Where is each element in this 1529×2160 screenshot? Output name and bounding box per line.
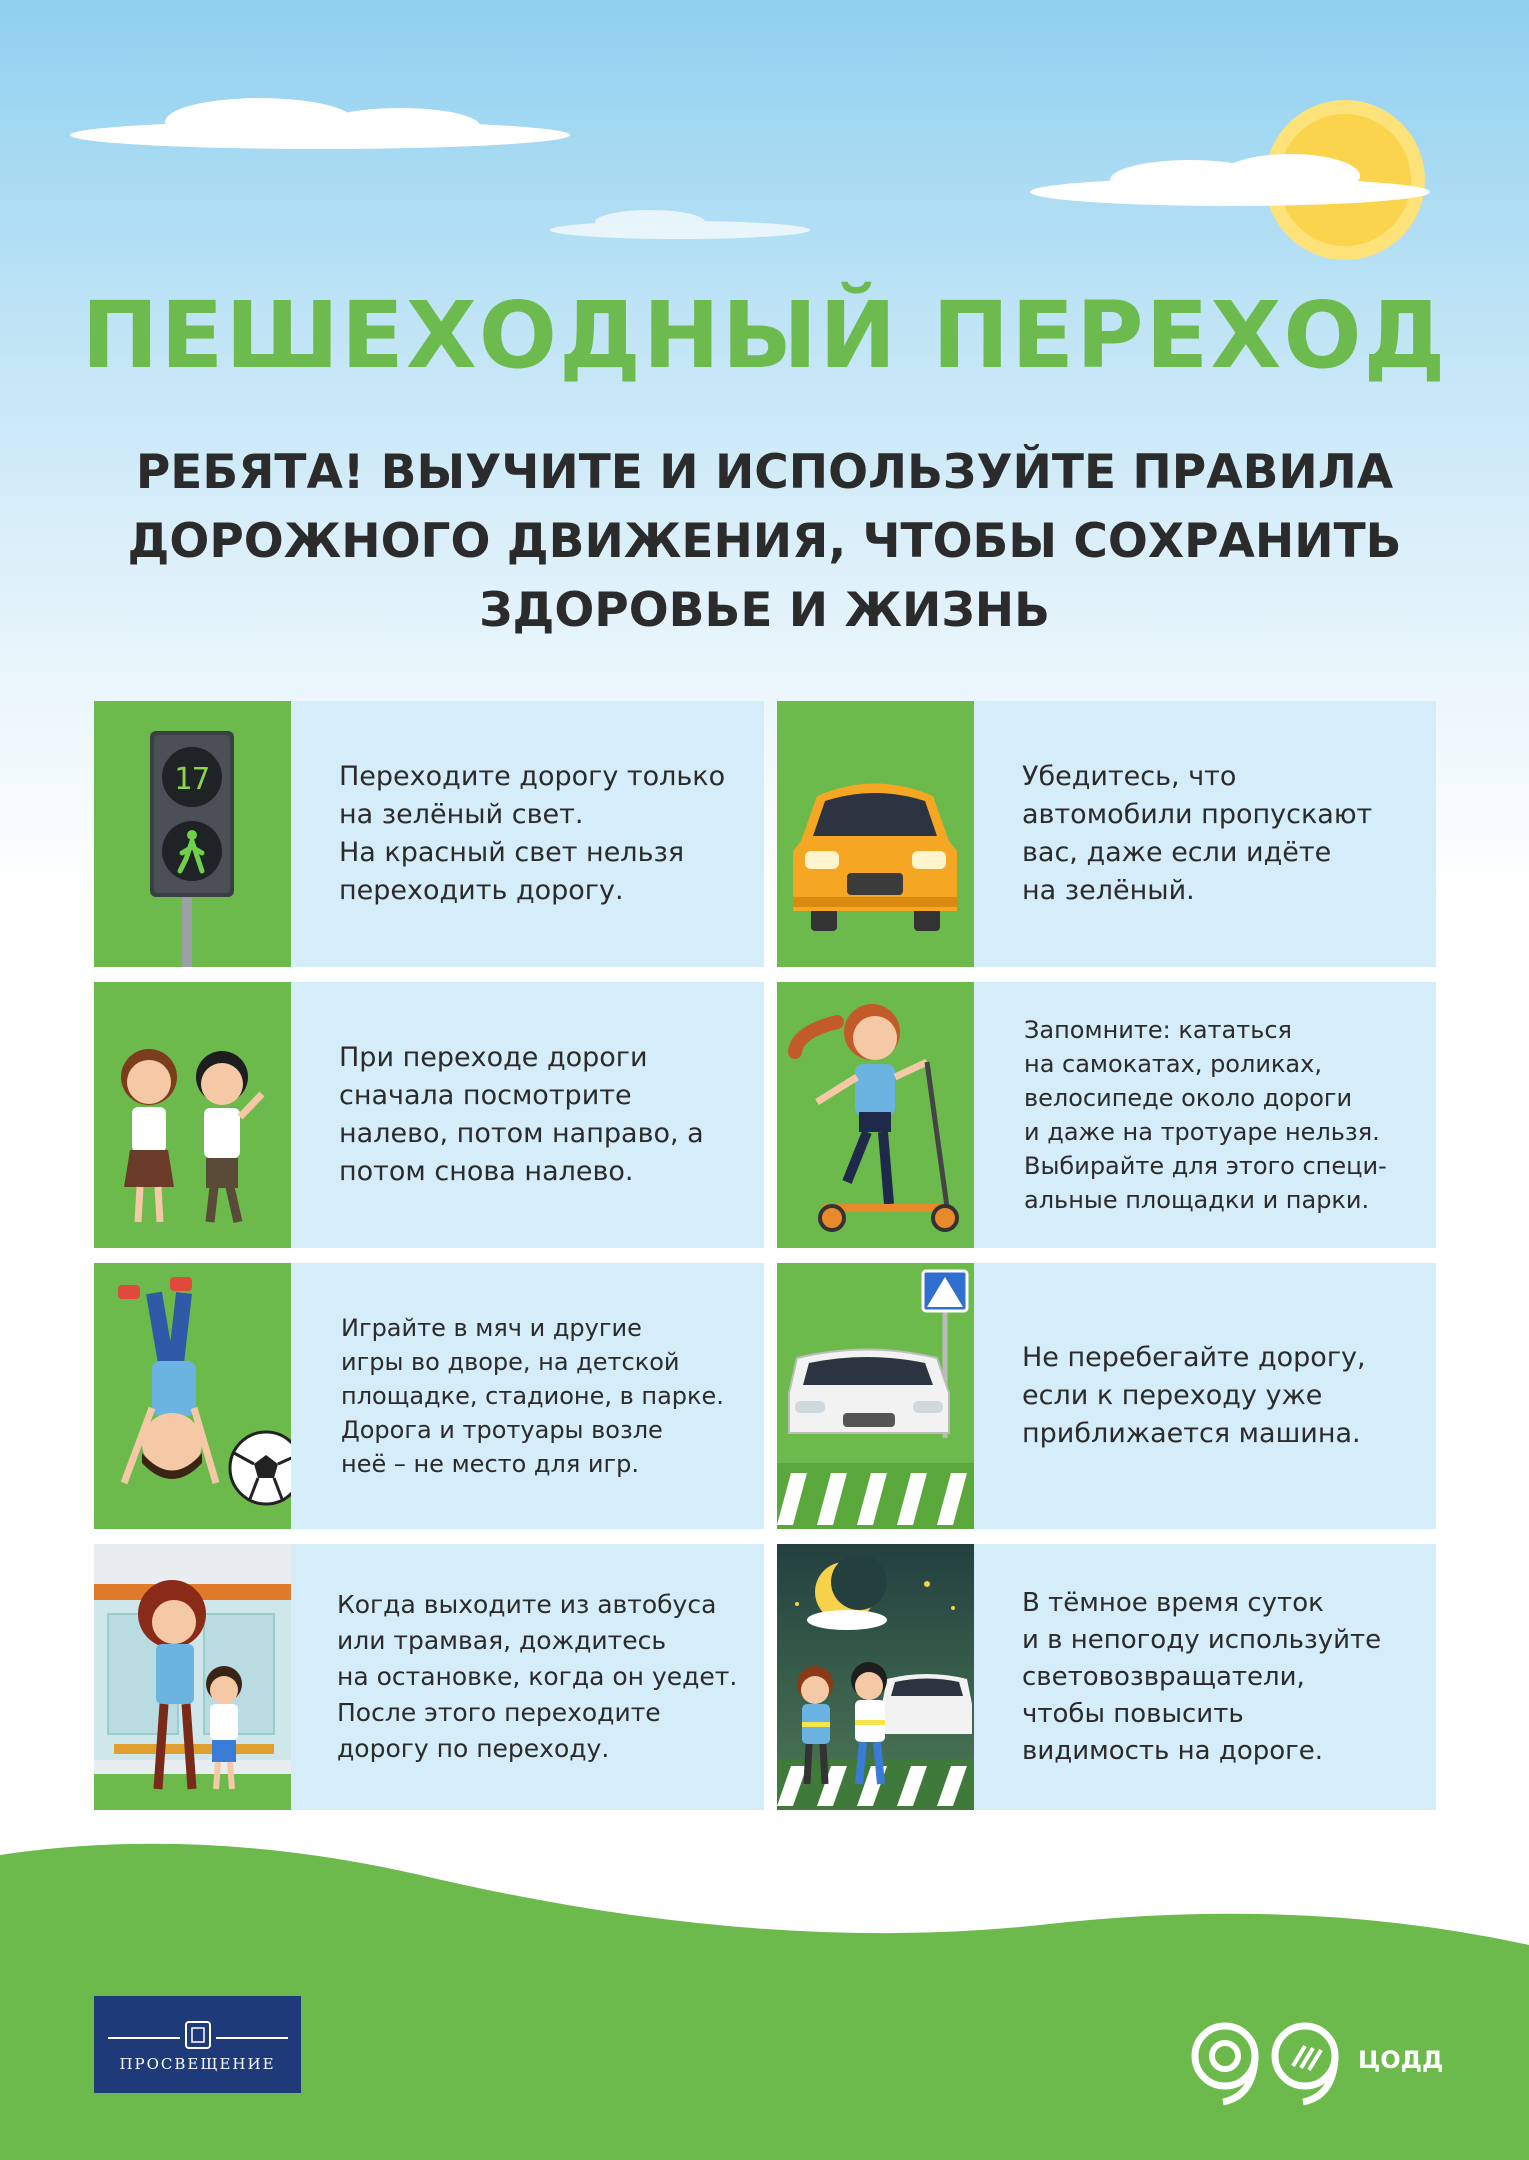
rule-text-line: или трамвая, дождитесь bbox=[337, 1626, 667, 1655]
rule-illustration bbox=[94, 982, 291, 1248]
rule-illustration bbox=[777, 701, 974, 967]
rule-text-line: Играйте в мяч и другие bbox=[341, 1314, 642, 1342]
rule-text bbox=[974, 1544, 1436, 1810]
rule-text-line: альные площадки и парки. bbox=[1024, 1186, 1370, 1214]
rule-card bbox=[94, 982, 764, 1248]
rule-illustration bbox=[94, 1263, 291, 1529]
rule-illustration bbox=[777, 1263, 974, 1529]
rule-card bbox=[94, 701, 764, 967]
tsodd-logo-text: ЦОДД bbox=[1358, 2046, 1444, 2074]
tsodd-logo bbox=[1183, 2018, 1443, 2108]
rule-text bbox=[291, 1263, 764, 1529]
rule-text bbox=[974, 701, 1436, 967]
rule-card bbox=[777, 1263, 1436, 1529]
rule-text-line: На красный свет нельзя bbox=[339, 837, 685, 868]
rule-text-line: Когда выходите из автобуса bbox=[337, 1590, 717, 1619]
subtitle-line: ЗДОРОВЬЕ И ЖИЗНЬ bbox=[479, 583, 1050, 638]
rule-text-line: Переходите дорогу только bbox=[339, 761, 726, 792]
rule-text-line: и в непогоду используйте bbox=[1022, 1624, 1382, 1655]
rule-text bbox=[291, 982, 764, 1248]
rule-text bbox=[974, 1263, 1436, 1529]
rules-grid bbox=[94, 701, 1436, 1810]
rule-text-line: если к переходу уже bbox=[1022, 1380, 1323, 1411]
rule-text-line: налево, потом направо, а bbox=[339, 1118, 704, 1149]
rule-text-line: Убедитесь, что bbox=[1022, 761, 1237, 792]
rule-text-line: Запомните: кататься bbox=[1024, 1016, 1292, 1044]
cloud-icon bbox=[550, 210, 810, 239]
rule-text-line: велосипеде около дороги bbox=[1024, 1084, 1353, 1112]
car-icon bbox=[777, 701, 974, 967]
subtitle-line: РЕБЯТА! ВЫУЧИТЕ И ИСПОЛЬЗУЙТЕ ПРАВИЛА bbox=[135, 445, 1394, 500]
rule-card bbox=[94, 1544, 764, 1810]
rule-text-line: на самокатах, роликах, bbox=[1024, 1050, 1322, 1078]
rule-text-line: видимость на дороге. bbox=[1022, 1735, 1324, 1766]
rule-text-line: неё – не место для игр. bbox=[341, 1450, 639, 1478]
rule-text-line: автомобили пропускают bbox=[1022, 799, 1373, 830]
subtitle-line: ДОРОЖНОГО ДВИЖЕНИЯ, ЧТОБЫ СОХРАНИТЬ bbox=[127, 514, 1402, 569]
rule-card bbox=[777, 982, 1436, 1248]
rule-text-line: При переходе дороги bbox=[339, 1042, 648, 1073]
girl-on-scooter-icon bbox=[777, 982, 974, 1248]
night-crossing-icon bbox=[777, 1544, 974, 1810]
rule-text-line: приближается машина. bbox=[1022, 1418, 1361, 1449]
rule-text-line: После этого переходите bbox=[337, 1698, 661, 1727]
page-title: ПЕШЕХОДНЫЙ ПЕРЕХОД bbox=[81, 282, 1448, 389]
children-walking-icon bbox=[94, 982, 291, 1248]
publisher-logo-text: ПРОСВЕЩЕНИЕ bbox=[119, 2055, 276, 2073]
publisher-logo bbox=[94, 1996, 301, 2093]
rule-illustration bbox=[94, 701, 291, 967]
rule-text-line: Не перебегайте дорогу, bbox=[1022, 1342, 1366, 1373]
rule-text-line: на зелёный свет. bbox=[339, 799, 584, 830]
countdown-display: 17 bbox=[173, 762, 211, 797]
rule-text-line: и даже на тротуаре нельзя. bbox=[1024, 1118, 1380, 1146]
rule-illustration bbox=[777, 1544, 974, 1810]
rule-text-line: переходить дорогу. bbox=[339, 875, 624, 906]
rule-text-line: на остановке, когда он уедет. bbox=[337, 1662, 738, 1691]
rule-illustration bbox=[777, 982, 974, 1248]
page-subtitle bbox=[100, 438, 1429, 645]
rule-illustration bbox=[94, 1544, 291, 1810]
cloud-icon bbox=[70, 98, 570, 149]
bus-stop-icon bbox=[94, 1544, 291, 1810]
rule-text-line: игры во дворе, на детской bbox=[341, 1348, 680, 1376]
rule-text-line: потом снова налево. bbox=[339, 1156, 634, 1187]
rule-text-line: дорогу по переходу. bbox=[337, 1734, 610, 1763]
rule-text-line: площадке, стадионе, в парке. bbox=[341, 1382, 724, 1410]
rule-text-line: световозвращатели, bbox=[1022, 1661, 1305, 1692]
rule-text-line: В тёмное время суток bbox=[1022, 1587, 1324, 1618]
rule-text-line: чтобы повысить bbox=[1022, 1698, 1244, 1729]
rule-text-line: Дорога и тротуары возле bbox=[341, 1416, 663, 1444]
rule-text-line: Выбирайте для этого специ- bbox=[1024, 1152, 1387, 1180]
rule-text bbox=[291, 1544, 764, 1810]
rule-text bbox=[291, 701, 764, 967]
rule-text bbox=[974, 982, 1436, 1248]
car-at-crosswalk-icon bbox=[777, 1263, 974, 1529]
rule-text-line: на зелёный. bbox=[1022, 875, 1195, 906]
boy-with-ball-icon bbox=[94, 1263, 291, 1529]
rule-text-line: сначала посмотрите bbox=[339, 1080, 632, 1111]
traffic-light-icon bbox=[94, 701, 291, 967]
rule-card bbox=[777, 1544, 1436, 1810]
rule-text-line: вас, даже если идёте bbox=[1022, 837, 1332, 868]
rule-card bbox=[777, 701, 1436, 967]
rule-card bbox=[94, 1263, 764, 1529]
